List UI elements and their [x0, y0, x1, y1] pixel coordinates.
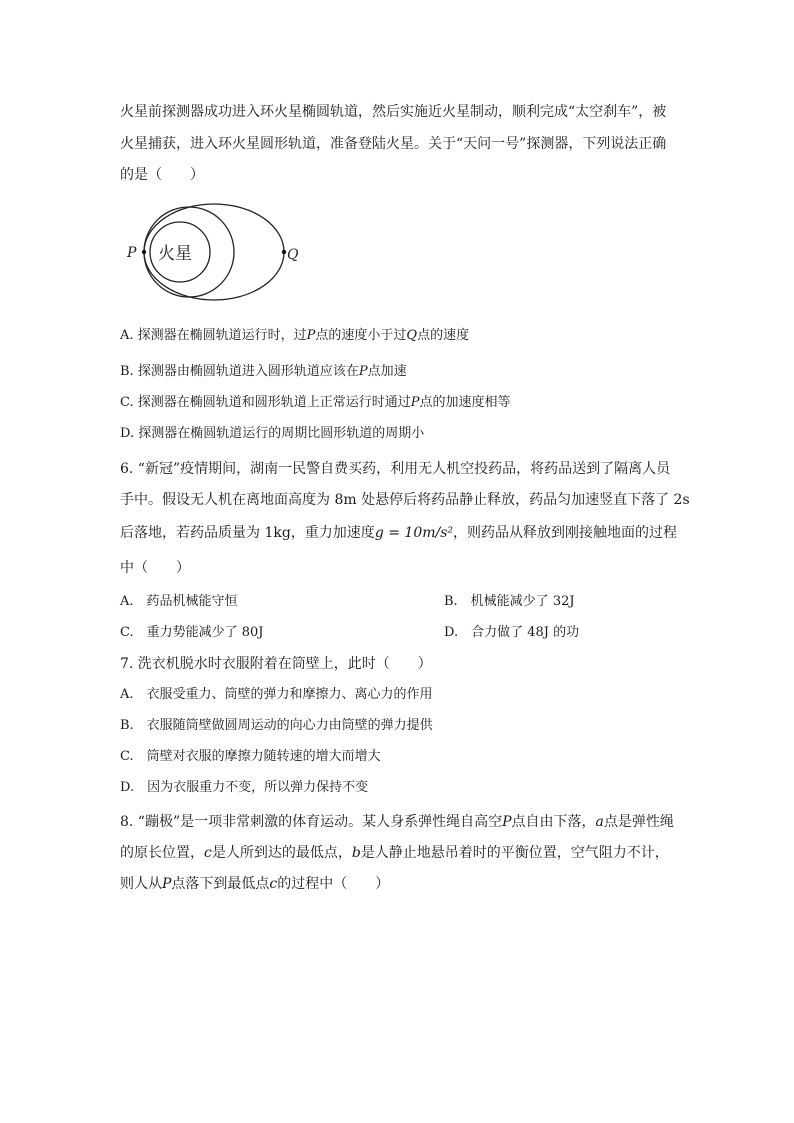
var-p: P [306, 328, 316, 343]
q8-line-1: 8. “蹦极”是一项非常刺激的体育运动。某人身系弹性绳自高空P点自由下落，a点是弹性绳 [120, 814, 674, 830]
q5-line-2: 火星捕获，进入环火星圆形轨道，准备登陆火星。关于“天问一号”探测器，下列说法正确 [120, 136, 667, 152]
q8-line-3: 则人从P点落下到最低点c的过程中（ ） [120, 876, 390, 892]
q6-option-b[interactable]: B. 机械能减少了 32J [444, 594, 575, 609]
point-q-label: Q [287, 247, 299, 263]
q8-line-2: 的原长位置，c是人所到达的最低点，b是人静止地悬吊着时的平衡位置，空气阻力不计， [120, 845, 669, 861]
var-a: a [595, 814, 604, 830]
var-p: P [502, 814, 512, 830]
q7-option-b[interactable]: B. 衣服随筒壁做圆周运动的向心力由筒壁的弹力提供 [120, 718, 433, 733]
q5-line-3: 的是（ ） [120, 167, 204, 183]
q6-line-3: 后落地，若药品质量为 1kg，重力加速度g = 10m/s²，则药品从释放到刚接触地面的过程 [120, 525, 678, 541]
q5-option-b[interactable]: B. 探测器由椭圆轨道进入圆形轨道应该在P点加速 [120, 364, 407, 379]
q6-line-2: 手中。假设无人机在离地面高度为 8m 处悬停后将药品静止释放，药品匀加速竖直下落了 2s [120, 492, 690, 508]
var-p: P [162, 876, 172, 892]
q5-option-c[interactable]: C. 探测器在椭圆轨道和圆形轨道上正常运行时通过P点的加速度相等 [120, 395, 511, 410]
q6-option-c[interactable]: C. 重力势能减少了 80J [120, 625, 264, 640]
var-b: b [351, 845, 361, 861]
q7-option-c[interactable]: C. 筒壁对衣服的摩擦力随转速的增大而增大 [120, 749, 381, 764]
orbit-diagram [118, 198, 308, 308]
gravity-formula: g = 10m/s² [374, 525, 454, 541]
q5-line-1: 火星前探测器成功进入环火星椭圆轨道，然后实施近火星制动，顺利完成“太空刹车”，被 [120, 104, 667, 120]
q7-option-d[interactable]: D. 因为衣服重力不变，所以弹力保持不变 [120, 780, 369, 795]
var-p: P [410, 395, 420, 410]
q6-line-1: 6. “新冠”疫情期间，湖南一民警自费买药，利用无人机空投药品，将药品送到了隔离人员 [120, 461, 671, 477]
mars-label: 火星 [158, 244, 192, 264]
q5-option-d[interactable]: D. 探测器在椭圆轨道运行的周期比圆形轨道的周期小 [120, 426, 425, 441]
point-p-label: P [127, 245, 137, 261]
var-q: Q [406, 328, 418, 343]
point-p-dot [142, 250, 146, 254]
var-c: c [204, 845, 212, 861]
var-p: P [358, 364, 368, 379]
q6-line-4: 中（ ） [120, 560, 190, 576]
point-q-dot [282, 250, 286, 254]
var-c: c [269, 876, 278, 892]
q5-option-a[interactable]: A. 探测器在椭圆轨道运行时，过P点的速度小于过Q点的速度 [120, 328, 470, 343]
q6-option-a[interactable]: A. 药品机械能守恒 [120, 594, 238, 609]
q7-stem: 7. 洗衣机脱水时衣服附着在筒壁上，此时（ ） [120, 656, 432, 672]
q7-option-a[interactable]: A. 衣服受重力、筒壁的弹力和摩擦力、离心力的作用 [120, 687, 433, 702]
q6-option-d[interactable]: D. 合力做了 48J 的功 [444, 625, 580, 640]
